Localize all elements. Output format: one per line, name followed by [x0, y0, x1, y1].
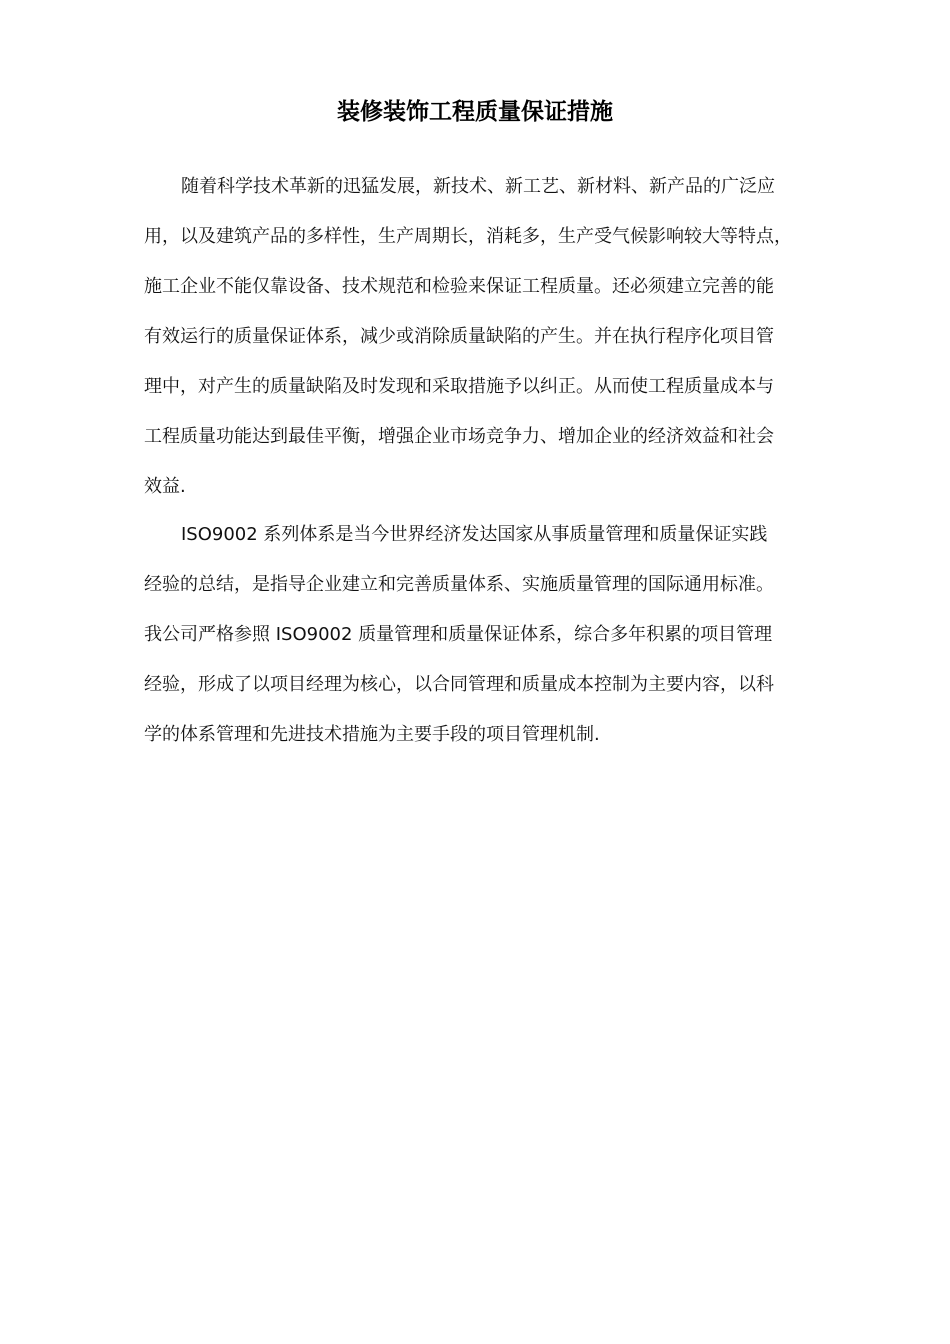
paragraph-line: 我公司严格参照 ISO9002 质量管理和质量保证体系，综合多年积累的项目管理 [144, 624, 773, 645]
paragraph-1 [144, 162, 816, 512]
paragraph-line: 用，以及建筑产品的多样性，生产周期长，消耗多，生产受气候影响较大等特点， [144, 226, 792, 247]
document-title: 装修装饰工程质量保证措施 [337, 99, 613, 125]
paragraph-line: 理中，对产生的质量缺陷及时发现和采取措施予以纠正。从而使工程质量成本与 [144, 376, 774, 397]
paragraph-line: 施工企业不能仅靠设备、技术规范和检验来保证工程质量。还必须建立完善的能 [144, 276, 774, 297]
paragraph-line: 随着科学技术革新的迅猛发展，新技术、新工艺、新材料、新产品的广泛应 [181, 176, 775, 197]
paragraph-line: ISO9002 系列体系是当今世界经济发达国家从事质量管理和质量保证实践 [181, 524, 768, 545]
paragraph-line: 效益. [144, 476, 186, 497]
paragraph-line: 工程质量功能达到最佳平衡，增强企业市场竞争力、增加企业的经济效益和社会 [144, 426, 774, 447]
paragraph-2 [144, 510, 816, 760]
paragraph-line: 经验的总结，是指导企业建立和完善质量体系、实施质量管理的国际通用标准。 [144, 574, 774, 595]
paragraph-line: 有效运行的质量保证体系，减少或消除质量缺陷的产生。并在执行程序化项目管 [144, 326, 774, 347]
paragraph-line: 经验，形成了以项目经理为核心，以合同管理和质量成本控制为主要内容，以科 [144, 674, 774, 695]
paragraph-line: 学的体系管理和先进技术措施为主要手段的项目管理机制. [144, 724, 600, 745]
